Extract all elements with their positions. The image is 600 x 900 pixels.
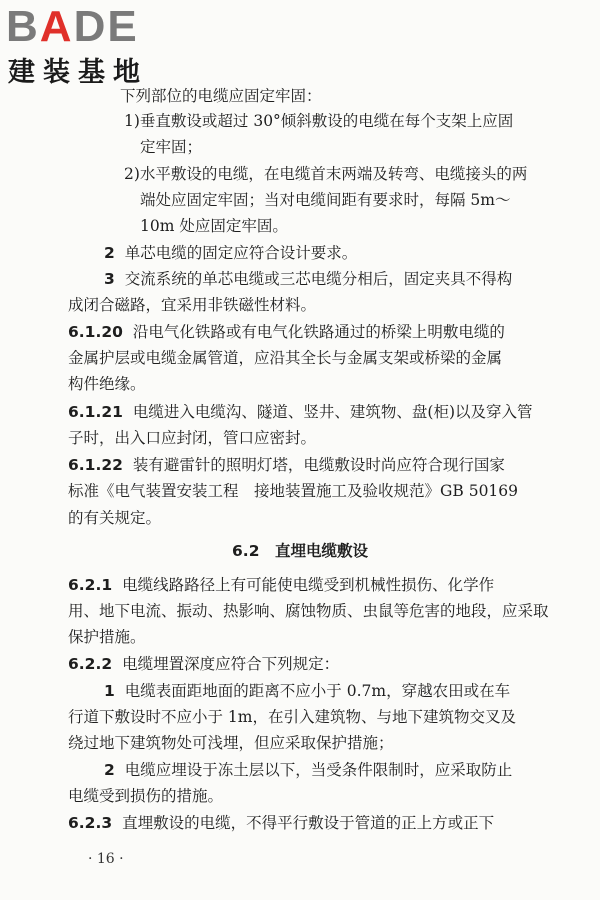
logo-subtitle: 建装基地 <box>8 57 148 88</box>
text-line <box>68 626 146 648</box>
clause-number: 2 <box>104 761 115 779</box>
section-heading: 6.2 直埋电缆敷设 <box>232 542 368 560</box>
clause-text: 交流系统的单芯电缆或三芯电缆分相后，固定夹具不得构 <box>124 270 513 288</box>
clause-number: 2 <box>104 244 115 262</box>
text-line <box>68 507 161 529</box>
clause-text: 行道下敷设时不应小于 1m，在引入建筑物、与地下建筑物交叉及 <box>68 708 516 726</box>
clause-number: 6.1.22 <box>68 456 123 474</box>
clause-text: 用、地下电流、振动、热影响、腐蚀物质、虫鼠等危害的地段，应采取 <box>68 602 549 620</box>
text-line <box>68 401 533 423</box>
clause-number: 6.2.1 <box>68 576 113 594</box>
clause-text: 定牢固； <box>140 138 203 156</box>
clause-text: 电缆埋置深度应符合下列规定： <box>122 655 340 673</box>
clause-number: 3 <box>104 270 115 288</box>
text-line <box>104 242 357 264</box>
clause-text: 电缆进入电缆沟、隧道、竖井、建筑物、盘(柜)以及穿入管 <box>132 403 533 421</box>
clause-text: 绕过地下建筑物处可浅埋，但应采取保护措施； <box>68 734 394 752</box>
clause-text: 装有避雷针的照明灯塔，电缆敷设时尚应符合现行国家 <box>132 456 505 474</box>
text-line <box>104 268 512 290</box>
text-line <box>68 373 146 395</box>
clause-text: 电缆应埋设于冻土层以下，当受条件限制时，应采取防止 <box>124 761 513 779</box>
clause-text: 2)水平敷设的电缆，在电缆首末两端及转弯、电缆接头的两 <box>124 165 528 183</box>
text-line <box>68 600 549 622</box>
text-line <box>124 163 527 185</box>
text-line <box>140 215 288 237</box>
text-line <box>68 785 223 807</box>
clause-text: 下列部位的电缆应固定牢固： <box>120 87 322 105</box>
clause-text: 的有关规定。 <box>68 509 162 527</box>
text-line <box>68 812 494 834</box>
text-line <box>68 347 502 369</box>
text-line <box>140 189 511 211</box>
clause-text: 10m 处应固定牢固。 <box>140 217 288 235</box>
text-line <box>68 480 518 502</box>
text-line <box>68 321 505 343</box>
text-line <box>68 294 316 316</box>
text-line <box>68 706 516 728</box>
clause-text: 沿电气化铁路或有电气化铁路通过的桥梁上明敷电缆的 <box>132 323 505 341</box>
clause-text: 构件绝缘。 <box>68 375 146 393</box>
bade-logo <box>6 2 178 98</box>
text-line <box>104 680 510 702</box>
text-line <box>68 427 316 449</box>
clause-number: 1 <box>104 682 115 700</box>
clause-text: 成闭合磁路，宜采用非铁磁性材料。 <box>68 296 317 314</box>
text-line <box>104 759 512 781</box>
clause-number: 6.2.3 <box>68 814 113 832</box>
clause-text: 直埋敷设的电缆，不得平行敷设于管道的正上方或正下 <box>122 814 495 832</box>
text-line <box>68 732 394 754</box>
clause-number: 6.1.20 <box>68 323 123 341</box>
clause-text: 单芯电缆的固定应符合设计要求。 <box>124 244 358 262</box>
clause-number: 6.1.21 <box>68 403 123 421</box>
clause-text: 电缆受到损伤的措施。 <box>68 787 224 805</box>
text-line <box>140 136 202 158</box>
clause-number: 6.2.2 <box>68 655 113 673</box>
text-line <box>68 653 339 675</box>
text-line <box>68 574 494 596</box>
logo-wordmark: BADE <box>6 2 139 51</box>
page-number: · 16 · <box>88 851 124 867</box>
clause-text: 子时，出入口应封闭，管口应密封。 <box>68 429 317 447</box>
text-line <box>68 454 505 476</box>
clause-text: 金属护层或电缆金属管道，应沿其全长与金属支架或桥梁的金属 <box>68 349 503 367</box>
clause-text: 标准《电气装置安装工程 接地装置施工及验收规范》GB 50169 <box>68 482 519 500</box>
clause-text: 1)垂直敷设或超过 30°倾斜敷设的电缆在每个支架上应固 <box>124 112 514 130</box>
clause-text: 保护措施。 <box>68 628 146 646</box>
text-line <box>124 110 513 132</box>
text-line <box>120 85 322 107</box>
clause-text: 电缆表面距地面的距离不应小于 0.7m，穿越农田或在车 <box>124 682 511 700</box>
clause-text: 端处应固定牢固；当对电缆间距有要求时，每隔 5m～ <box>140 191 511 209</box>
clause-text: 电缆线路路径上有可能使电缆受到机械性损伤、化学作 <box>122 576 495 594</box>
